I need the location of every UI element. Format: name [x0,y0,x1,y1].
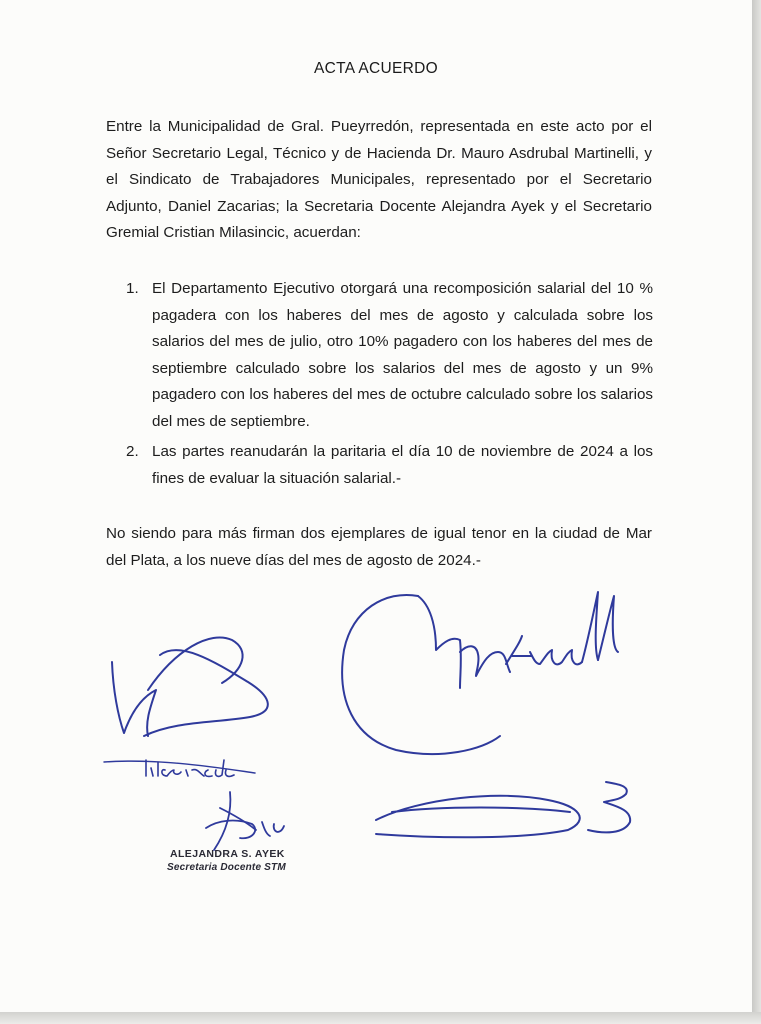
list-item-text: El Departamento Ejecutivo otorgará una recomposición salarial del 10 % pagadera con los haberes del mes de agosto y calculada sobre los salarios del mes de julio, otro 10% pagadero con los haberes del mes de septiembre calculado sobre los salarios del mes de agosto y un 9% pagadero con los haberes del mes de octubre calculado sobre los salarios del mes de septiembre. [152,280,653,430]
list-item-number: 2. [126,443,139,460]
list-item-text: Las partes reanudarán la paritaria el día 10 de noviembre de 2024 a los fines de evaluar la situación salarial.- [152,443,653,487]
closing-paragraph: No siendo para más firman dos ejemplares de igual tenor en la ciudad de Mar del Plata, a los nueve días del mes de agosto de 2024.- [106,525,652,569]
stamp-name: ALEJANDRA S. AYEK [170,848,285,860]
document-title: ACTA ACUERDO [314,60,438,77]
intro-paragraph: Entre la Municipalidad de Gral. Pueyrredón, representada en este acto por el Señor Secretario Legal, Técnico y de Hacienda Dr. Mauro Asdrubal Martinelli, y el Sindicato de Trabajadores Municipales, representado por el Secretario Adjunto, Daniel Zacarias; la Secretaria Docente Alejandra Ayek y el Secretario Gremial Cristian Milasincic, acuerdan: [106,118,652,241]
page-edge-shadow [752,0,761,1024]
stamp-role: Secretaria Docente STM [167,862,286,873]
signature-ayek [206,792,284,850]
signature-martinelli [342,592,630,837]
signature-milasincic [104,637,268,776]
page-bottom-shadow [0,1012,761,1024]
list-item-number: 1. [126,280,139,297]
